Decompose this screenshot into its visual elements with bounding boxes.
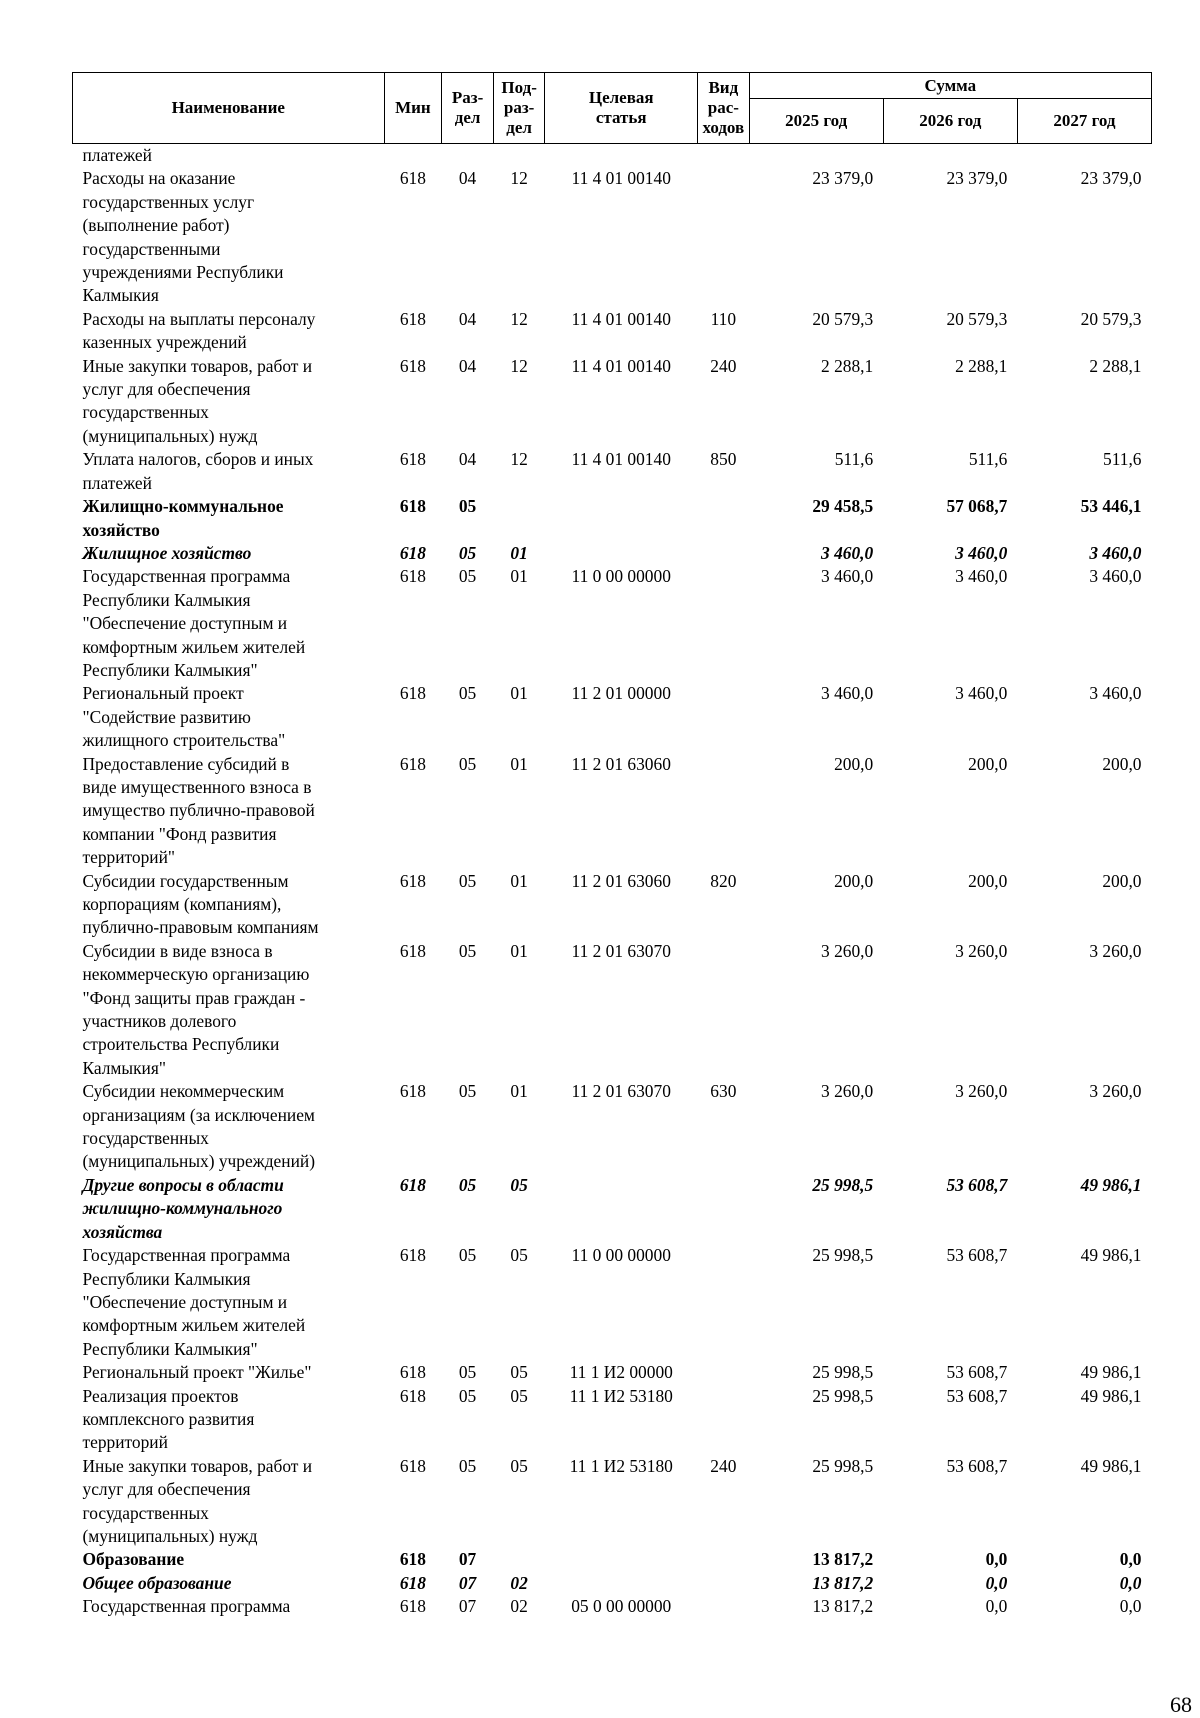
cell-razdel: 05 xyxy=(458,1081,477,1102)
table-row xyxy=(73,1548,1152,1571)
cell-podrazdel: 01 xyxy=(510,542,528,563)
cell-vid-rashodov xyxy=(698,1385,750,1455)
cell-razdel: 05 xyxy=(458,496,477,517)
cell-podrazdel xyxy=(493,1548,545,1571)
cell-sum-2025: 25 998,5 xyxy=(812,1455,874,1476)
cell-min: 618 xyxy=(399,1385,426,1406)
table-row xyxy=(73,682,1152,752)
cell-celevaya-statya: 11 0 00 00000 xyxy=(571,566,671,587)
table-row xyxy=(73,1174,1152,1244)
cell-podrazdel: 01 xyxy=(510,870,528,891)
cell-sum-2027: 200,0 xyxy=(1102,870,1142,891)
cell-min: 618 xyxy=(399,449,426,470)
cell-sum-2025: 25 998,5 xyxy=(812,1174,874,1195)
cell-name: Другие вопросы в области жилищно-коммунального хозяйства xyxy=(82,1174,284,1242)
cell-razdel: 05 xyxy=(458,566,477,587)
cell-sum-2027: 49 986,1 xyxy=(1080,1455,1142,1476)
table-row xyxy=(73,495,1152,542)
cell-razdel: 05 xyxy=(458,1455,477,1476)
cell-name: Образование xyxy=(82,1549,185,1570)
cell-vid-rashodov xyxy=(698,1595,750,1618)
cell-vid-rashodov xyxy=(698,682,750,752)
cell-name: Иные закупки товаров, работ и услуг для обеспечения государственных (муниципальных) нужд xyxy=(82,1455,313,1546)
table-row xyxy=(73,1361,1152,1384)
cell-name: Предоставление субсидий в виде имущественного взноса в имущество публично-правовой компании "Фонд развития территорий" xyxy=(82,753,315,868)
cell-sum-2027: 3 460,0 xyxy=(1089,542,1142,563)
cell-razdel xyxy=(442,144,494,168)
cell-sum-2027: 49 986,1 xyxy=(1080,1362,1142,1383)
cell-sum-2027: 0,0 xyxy=(1119,1596,1142,1617)
cell-vid-rashodov: 240 xyxy=(710,355,737,376)
cell-podrazdel: 12 xyxy=(510,355,528,376)
cell-razdel: 05 xyxy=(458,683,477,704)
cell-celevaya-statya: 11 4 01 00140 xyxy=(571,449,671,470)
cell-razdel: 05 xyxy=(458,870,477,891)
cell-celevaya-statya: 11 2 01 63070 xyxy=(571,940,671,961)
table-row xyxy=(73,144,1152,168)
table-body xyxy=(73,144,1152,1619)
cell-sum-2026: 53 608,7 xyxy=(946,1174,1008,1195)
cell-name: Расходы на выплаты персоналу казенных учреждений xyxy=(82,308,316,353)
cell-sum-2026: 3 460,0 xyxy=(955,566,1008,587)
cell-sum-2026: 3 460,0 xyxy=(955,542,1008,563)
cell-celevaya-statya xyxy=(545,144,698,168)
cell-podrazdel: 02 xyxy=(510,1596,528,1617)
cell-sum-2027: 49 986,1 xyxy=(1080,1245,1142,1266)
cell-sum-2025: 23 379,0 xyxy=(812,168,874,189)
cell-vid-rashodov: 850 xyxy=(710,449,737,470)
header-vid-rashodov: Вид рас- ходов xyxy=(698,73,750,144)
cell-podrazdel: 12 xyxy=(510,308,528,329)
table-row xyxy=(73,308,1152,355)
cell-podrazdel: 02 xyxy=(510,1572,528,1593)
cell-podrazdel: 01 xyxy=(510,683,528,704)
cell-sum-2027: 23 379,0 xyxy=(1080,168,1142,189)
cell-razdel: 05 xyxy=(458,940,477,961)
cell-sum-2027: 20 579,3 xyxy=(1080,308,1142,329)
cell-celevaya-statya: 11 0 00 00000 xyxy=(571,1245,671,1266)
cell-sum-2025: 20 579,3 xyxy=(812,308,874,329)
cell-name: Региональный проект "Содействие развитию жилищного строительства" xyxy=(82,683,286,751)
cell-min: 618 xyxy=(399,542,426,563)
table-row xyxy=(73,940,1152,1080)
cell-celevaya-statya: 11 1 И2 53180 xyxy=(569,1385,673,1406)
cell-min: 618 xyxy=(399,1362,426,1383)
cell-vid-rashodov xyxy=(698,1572,750,1595)
cell-min: 618 xyxy=(399,683,426,704)
cell-sum-2026: 53 608,7 xyxy=(946,1385,1008,1406)
cell-razdel: 04 xyxy=(458,355,477,376)
cell-podrazdel: 01 xyxy=(510,1081,528,1102)
cell-sum-2027: 3 460,0 xyxy=(1089,566,1142,587)
cell-celevaya-statya xyxy=(545,1174,698,1244)
cell-sum-2027: 0,0 xyxy=(1119,1572,1142,1593)
table-row xyxy=(73,870,1152,940)
cell-sum-2026: 20 579,3 xyxy=(946,308,1008,329)
cell-sum-2026: 3 260,0 xyxy=(955,940,1008,961)
cell-sum-2027: 0,0 xyxy=(1119,1549,1142,1570)
cell-sum-2026: 3 460,0 xyxy=(955,683,1008,704)
cell-sum-2025: 29 458,5 xyxy=(812,496,874,517)
table-row xyxy=(73,448,1152,495)
cell-min: 618 xyxy=(399,496,426,517)
cell-podrazdel: 05 xyxy=(510,1455,528,1476)
cell-sum-2027: 2 288,1 xyxy=(1089,355,1142,376)
cell-name: Жилищное хозяйство xyxy=(82,542,252,563)
cell-razdel: 05 xyxy=(458,542,477,563)
cell-sum-2025: 511,6 xyxy=(834,449,874,470)
cell-podrazdel: 05 xyxy=(510,1362,528,1383)
cell-vid-rashodov xyxy=(698,495,750,542)
cell-name: Жилищно-коммунальное хозяйство xyxy=(82,496,284,540)
cell-min: 618 xyxy=(399,1455,426,1476)
table-row xyxy=(73,1572,1152,1595)
cell-razdel: 05 xyxy=(458,1362,477,1383)
header-podrazdel: Под- раз- дел xyxy=(493,73,545,144)
cell-vid-rashodov xyxy=(698,1548,750,1571)
cell-sum-2025: 13 817,2 xyxy=(812,1596,874,1617)
cell-sum-2025: 3 460,0 xyxy=(821,566,874,587)
cell-sum-2025: 200,0 xyxy=(834,753,874,774)
cell-razdel: 04 xyxy=(458,168,477,189)
cell-vid-rashodov xyxy=(698,542,750,565)
cell-vid-rashodov xyxy=(698,1244,750,1361)
cell-sum-2027: 49 986,1 xyxy=(1080,1385,1142,1406)
cell-podrazdel: 05 xyxy=(510,1245,528,1266)
cell-celevaya-statya xyxy=(545,542,698,565)
header-year-2026: 2026 год xyxy=(883,99,1017,144)
cell-celevaya-statya: 05 0 00 00000 xyxy=(571,1596,672,1617)
cell-name: Реализация проектов комплексного развития территорий xyxy=(82,1385,255,1453)
cell-name: Региональный проект "Жилье" xyxy=(82,1362,312,1383)
cell-podrazdel: 12 xyxy=(510,168,528,189)
header-min: Мин xyxy=(384,73,442,144)
cell-celevaya-statya xyxy=(545,1548,698,1571)
cell-celevaya-statya: 11 2 01 63060 xyxy=(571,753,671,774)
cell-sum-2025: 200,0 xyxy=(834,870,874,891)
cell-min: 618 xyxy=(399,355,426,376)
cell-podrazdel: 01 xyxy=(510,566,528,587)
cell-sum-2025: 2 288,1 xyxy=(821,355,874,376)
cell-sum-2025: 25 998,5 xyxy=(812,1385,874,1406)
cell-min: 618 xyxy=(399,940,426,961)
cell-sum-2025: 3 460,0 xyxy=(821,683,874,704)
cell-razdel: 05 xyxy=(458,753,477,774)
cell-celevaya-statya: 11 2 01 63070 xyxy=(571,1081,671,1102)
table-row xyxy=(73,565,1152,682)
cell-name: Субсидии некоммерческим организациям (за исключением государственных (муниципальных) учреждений) xyxy=(82,1081,315,1172)
cell-razdel: 07 xyxy=(458,1572,477,1593)
cell-sum-2025: 3 260,0 xyxy=(821,940,874,961)
cell-vid-rashodov xyxy=(698,565,750,682)
cell-celevaya-statya xyxy=(545,495,698,542)
cell-sum-2026: 53 608,7 xyxy=(946,1245,1008,1266)
header-name: Наименование xyxy=(73,73,385,144)
cell-sum-2025: 25 998,5 xyxy=(812,1362,874,1383)
cell-min: 618 xyxy=(399,168,426,189)
cell-razdel: 05 xyxy=(458,1174,477,1195)
cell-sum-2026: 200,0 xyxy=(968,870,1008,891)
cell-razdel: 07 xyxy=(458,1596,477,1617)
cell-name: Субсидии государственным корпорациям (компаниям), публично-правовым компаниям xyxy=(82,870,319,938)
cell-sum-2026: 0,0 xyxy=(985,1572,1008,1593)
cell-podrazdel xyxy=(493,495,545,542)
cell-sum-2026 xyxy=(883,144,1017,168)
cell-celevaya-statya: 11 2 01 00000 xyxy=(571,683,671,704)
cell-min: 618 xyxy=(399,1245,426,1266)
cell-vid-rashodov xyxy=(698,1174,750,1244)
table-row xyxy=(73,1080,1152,1174)
cell-name: Субсидии в виде взноса в некоммерческую организацию "Фонд защиты прав граждан - участников долевого строительства Республики Калмыкия" xyxy=(82,940,310,1078)
cell-sum-2026: 0,0 xyxy=(985,1549,1008,1570)
cell-sum-2025: 13 817,2 xyxy=(812,1572,874,1593)
cell-razdel: 05 xyxy=(458,1385,477,1406)
cell-celevaya-statya: 11 1 И2 00000 xyxy=(569,1362,673,1383)
cell-sum-2026: 57 068,7 xyxy=(946,496,1008,517)
cell-sum-2027: 49 986,1 xyxy=(1080,1174,1142,1195)
cell-podrazdel: 05 xyxy=(510,1385,528,1406)
document-page xyxy=(72,72,1192,1717)
header-year-2025: 2025 год xyxy=(749,99,883,144)
cell-name: Государственная программа Республики Калмыкия "Обеспечение доступным и комфортным жильем жителей Республики Калмыкия" xyxy=(82,566,306,680)
cell-sum-2027: 3 460,0 xyxy=(1089,683,1142,704)
cell-sum-2026: 53 608,7 xyxy=(946,1362,1008,1383)
cell-podrazdel: 01 xyxy=(510,940,528,961)
cell-sum-2026: 53 608,7 xyxy=(946,1455,1008,1476)
cell-min: 618 xyxy=(399,1596,426,1617)
cell-min: 618 xyxy=(399,870,426,891)
cell-name: Государственная программа Республики Калмыкия "Обеспечение доступным и комфортным жильем жителей Республики Калмыкия" xyxy=(82,1245,306,1359)
cell-celevaya-statya: 11 4 01 00140 xyxy=(571,355,671,376)
cell-razdel: 07 xyxy=(458,1549,477,1570)
cell-vid-rashodov xyxy=(698,167,750,307)
cell-razdel: 04 xyxy=(458,308,477,329)
cell-name: Расходы на оказание государственных услуг (выполнение работ) государственными учреждениями Республики Калмыкия xyxy=(82,168,284,306)
cell-sum-2025: 3 260,0 xyxy=(821,1081,874,1102)
cell-sum-2027: 3 260,0 xyxy=(1089,1081,1142,1102)
cell-podrazdel: 12 xyxy=(510,449,528,470)
cell-celevaya-statya: 11 4 01 00140 xyxy=(571,308,671,329)
cell-sum-2026: 200,0 xyxy=(968,753,1008,774)
cell-sum-2027: 200,0 xyxy=(1102,753,1142,774)
cell-vid-rashodov: 240 xyxy=(710,1455,737,1476)
cell-razdel: 05 xyxy=(458,1245,477,1266)
cell-min: 618 xyxy=(399,753,426,774)
cell-sum-2026: 23 379,0 xyxy=(946,168,1008,189)
cell-sum-2026: 511,6 xyxy=(968,449,1008,470)
cell-celevaya-statya: 11 4 01 00140 xyxy=(571,168,671,189)
table-row xyxy=(73,1455,1152,1549)
header-razdel: Раз- дел xyxy=(442,73,494,144)
cell-sum-2027: 53 446,1 xyxy=(1080,496,1142,517)
cell-vid-rashodov xyxy=(698,1361,750,1384)
cell-name: платежей xyxy=(82,145,152,165)
page-number: 68 xyxy=(1170,1692,1192,1717)
cell-sum-2027: 511,6 xyxy=(1103,449,1142,470)
table-header xyxy=(73,73,1152,144)
cell-sum-2025: 25 998,5 xyxy=(812,1245,874,1266)
cell-sum-2025: 13 817,2 xyxy=(812,1549,874,1570)
cell-celevaya-statya: 11 1 И2 53180 xyxy=(569,1455,673,1476)
cell-sum-2027 xyxy=(1017,144,1151,168)
cell-vid-rashodov xyxy=(698,753,750,870)
table-row xyxy=(73,542,1152,565)
table-row xyxy=(73,355,1152,449)
cell-razdel: 04 xyxy=(458,449,477,470)
cell-podrazdel: 01 xyxy=(510,753,528,774)
cell-min xyxy=(384,144,442,168)
budget-table xyxy=(72,72,1152,1619)
cell-min: 618 xyxy=(399,308,426,329)
cell-min: 618 xyxy=(399,566,426,587)
cell-sum-2026: 0,0 xyxy=(985,1596,1008,1617)
table-row xyxy=(73,1385,1152,1455)
cell-name: Иные закупки товаров, работ и услуг для обеспечения государственных (муниципальных) нужд xyxy=(82,355,313,446)
table-row xyxy=(73,1595,1152,1618)
cell-sum-2026: 3 260,0 xyxy=(955,1081,1008,1102)
cell-vid-rashodov xyxy=(698,940,750,1080)
cell-celevaya-statya xyxy=(545,1572,698,1595)
table-row xyxy=(73,1244,1152,1361)
cell-sum-2025: 3 460,0 xyxy=(821,542,874,563)
cell-min: 618 xyxy=(399,1174,426,1195)
table-row xyxy=(73,167,1152,307)
cell-vid-rashodov: 630 xyxy=(710,1081,737,1102)
header-year-2027: 2027 год xyxy=(1017,99,1151,144)
cell-min: 618 xyxy=(399,1081,426,1102)
cell-name: Государственная программа xyxy=(82,1596,291,1617)
cell-name: Уплата налогов, сборов и иных платежей xyxy=(82,449,314,493)
header-celevaya-statya: Целевая статья xyxy=(545,73,698,144)
cell-min: 618 xyxy=(399,1572,426,1593)
cell-sum-2026: 2 288,1 xyxy=(955,355,1008,376)
cell-podrazdel: 05 xyxy=(510,1174,528,1195)
cell-min: 618 xyxy=(399,1549,426,1570)
cell-celevaya-statya: 11 2 01 63060 xyxy=(571,870,671,891)
header-summa: Сумма xyxy=(749,73,1151,99)
table-row xyxy=(73,753,1152,870)
cell-sum-2025 xyxy=(749,144,883,168)
cell-vid-rashodov: 110 xyxy=(710,308,737,329)
cell-vid-rashodov: 820 xyxy=(710,870,737,891)
cell-sum-2027: 3 260,0 xyxy=(1089,940,1142,961)
cell-podrazdel xyxy=(493,144,545,168)
cell-vid-rashodov xyxy=(698,144,750,168)
cell-name: Общее образование xyxy=(82,1572,232,1593)
